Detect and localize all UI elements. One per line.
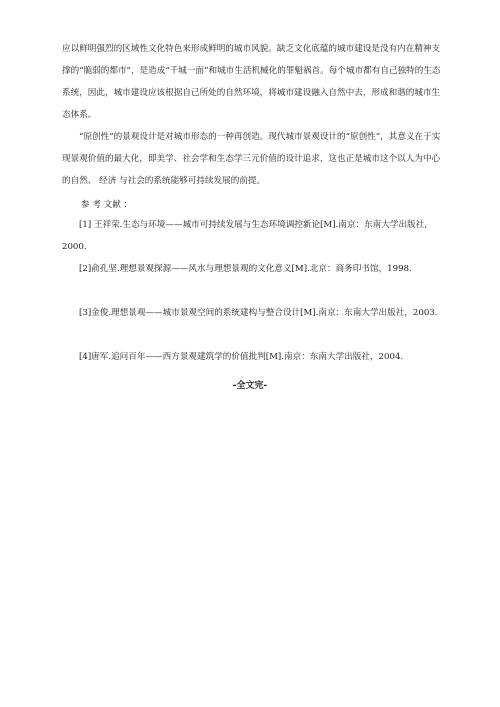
body-paragraph-2: “原创性”的景观设计是对城市形态的一种再创造。现代城市景观设计的“原创性”，其意义在于实现景观价值的最大化，即美学、社会学和生态学三元价值的设计追求，这也正是城市这个以人为中心的自然、 经济 与社会的系统能够可持续发展的前提。 <box>62 132 441 186</box>
reference-item-1: [1] 王祥荣.生态与环境——城市可持续发展与生态环境调控新论[M].南京：东南大学出版社，2000. <box>62 220 433 252</box>
body-paragraph-1: 应以鲜明强烈的区域性文化特色来形成鲜明的城市风貌。缺乏文化底蕴的城市建设是没有内在精神支撑的“脆弱的都市”，是造成“千城一面”和城市生活机械化的罪魁祸首。每个城市都有自己独特的生态系统，因此，城市建设应该根据自己所处的自然环境，将城市建设融入自然中去，形成和谐的城市生态体系。 <box>62 44 441 120</box>
reference-item-4: [4]唐军.追问百年——西方景观建筑学的价值批判[M].南京：东南大学出版社，2004. <box>79 352 404 362</box>
references-heading: 参 考 文献 ： <box>81 200 133 210</box>
end-of-document-mark: -全文完- <box>232 381 268 391</box>
reference-item-3: [3]金俊.理想景观——城市景观空间的系统建构与整合设计[M].南京：东南大学出版社，2003. <box>79 308 438 318</box>
reference-item-2: [2]俞孔坚.理想景观探源——风水与理想景观的文化意义[M].北京：商务印书馆，1998. <box>79 264 412 274</box>
